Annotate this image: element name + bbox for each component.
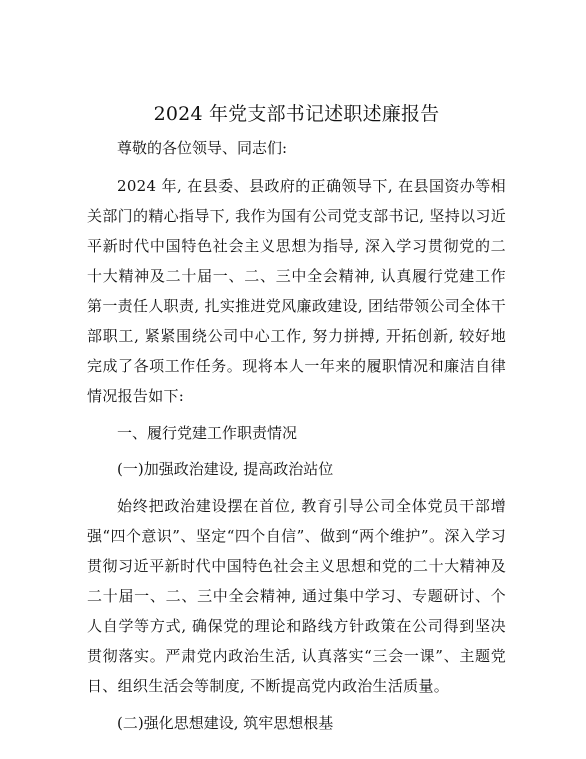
- subsection-heading-2: (二)强化思想建设, 筑牢思想根基: [117, 714, 334, 732]
- salutation: 尊敬的各位领导、同志们:: [117, 139, 288, 157]
- intro-paragraph: 2024 年, 在县委、县政府的正确领导下, 在县国资办等相关部门的精心指导下, 我作为国有公司党支部书记, 坚持以习近平新时代中国特色社会主义思想为指导, 深入学习贯彻党的二十大精神及二十届一、二、三中全会精神, 认真履行党建工作第一责任人职责, 扎实推进党风廉政建设, 团结带领公司全体干部职工, 紧紧围绕公司中心工作, 努力拼搏, 开拓创新, 较好地完成了各项工作任务。现将本人一年来的履职情况和廉洁自律情况报告如下:: [87, 177, 506, 405]
- document-title: 2024 年党支部书记述职述廉报告: [153, 103, 440, 125]
- subsection-heading-1: (一)加强政治建设, 提高政治站位: [117, 460, 334, 478]
- subsection-1-paragraph: 始终把政治建设摆在首位, 教育引导公司全体党员干部增强“四个意识”、坚定“四个自信”、做到“两个维护”。深入学习贯彻习近平新时代中国特色社会主义思想和党的二十大精神及二十届一、二、三中全会精神, 通过集中学习、专题研讨、个人自学等方式, 确保党的理论和路线方针政策在公司得到坚决贯彻落实。严肃党内政治生活, 认真落实“三会一课”、主题党日、组织生活会等制度, 不断提高党内政治生活质量。: [87, 497, 506, 695]
- section-heading-1: 一、履行党建工作职责情况: [117, 424, 298, 442]
